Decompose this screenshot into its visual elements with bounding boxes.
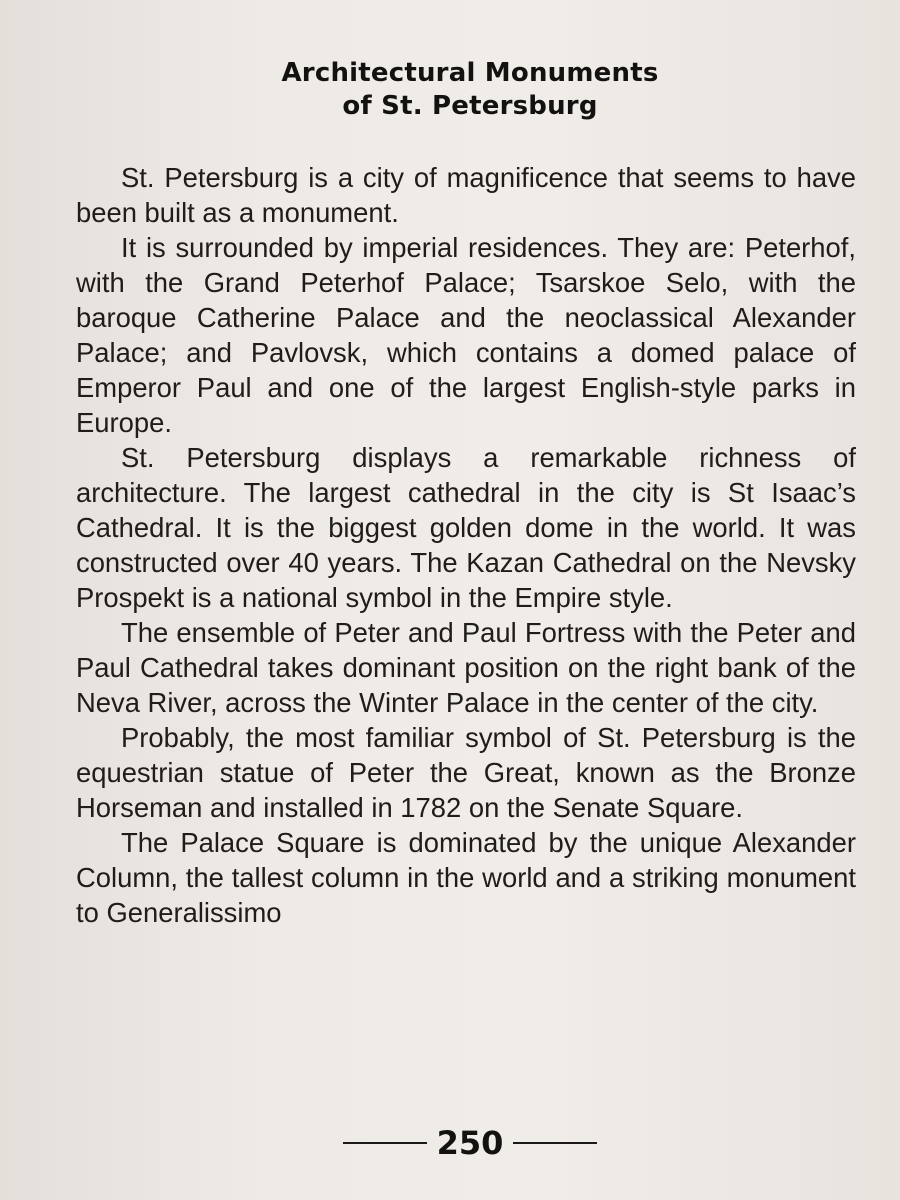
paragraph-imperial-residences: It is surrounded by imperial residences. They are: Peterhof, with the Grand Peterhof Palace; Tsarskoe Selo, with the baroque Catherine Palace and the neoclassical Alexander Palace; and Pavlovsk, which contains a domed palace of Emperor Paul and one of the largest English-style parks in Europe. xyxy=(76,232,856,438)
footer-rule-right xyxy=(513,1142,597,1144)
page-title-line-2: of St. Petersburg xyxy=(342,91,598,121)
page-number: 250 xyxy=(436,1124,504,1162)
page-footer xyxy=(0,1124,900,1162)
paragraph-fortress: The ensemble of Peter and Paul Fortress with the Peter and Paul Cathedral takes dominant position on the right bank of the Neva River, across the Winter Palace in the center of the city. xyxy=(76,617,856,718)
paragraph-palace-square: The Palace Square is dominated by the unique Alexander Column, the tallest column in the world and a striking monument to Generalissimo xyxy=(76,827,856,928)
footer-rule-left xyxy=(343,1142,427,1144)
article-body xyxy=(76,160,856,930)
paragraph-intro: St. Petersburg is a city of magnificence that seems to have been built as a monument. xyxy=(76,162,856,228)
paragraph-bronze-horseman: Probably, the most familiar symbol of St. Petersburg is the equestrian statue of Peter the Great, known as the Bronze Horseman and installed in 1782 on the Senate Square. xyxy=(76,722,856,823)
page-title-line-1: Architectural Monuments xyxy=(281,58,659,88)
paragraph-cathedrals: St. Petersburg displays a remarkable richness of architecture. The largest cathedral in the city is St Isaac’s Cathedral. It is the biggest golden dome in the world. It was constructed over 40 years. The Kazan Cathedral on the Nevsky Prospekt is a national symbol in the Empire style. xyxy=(76,442,856,613)
